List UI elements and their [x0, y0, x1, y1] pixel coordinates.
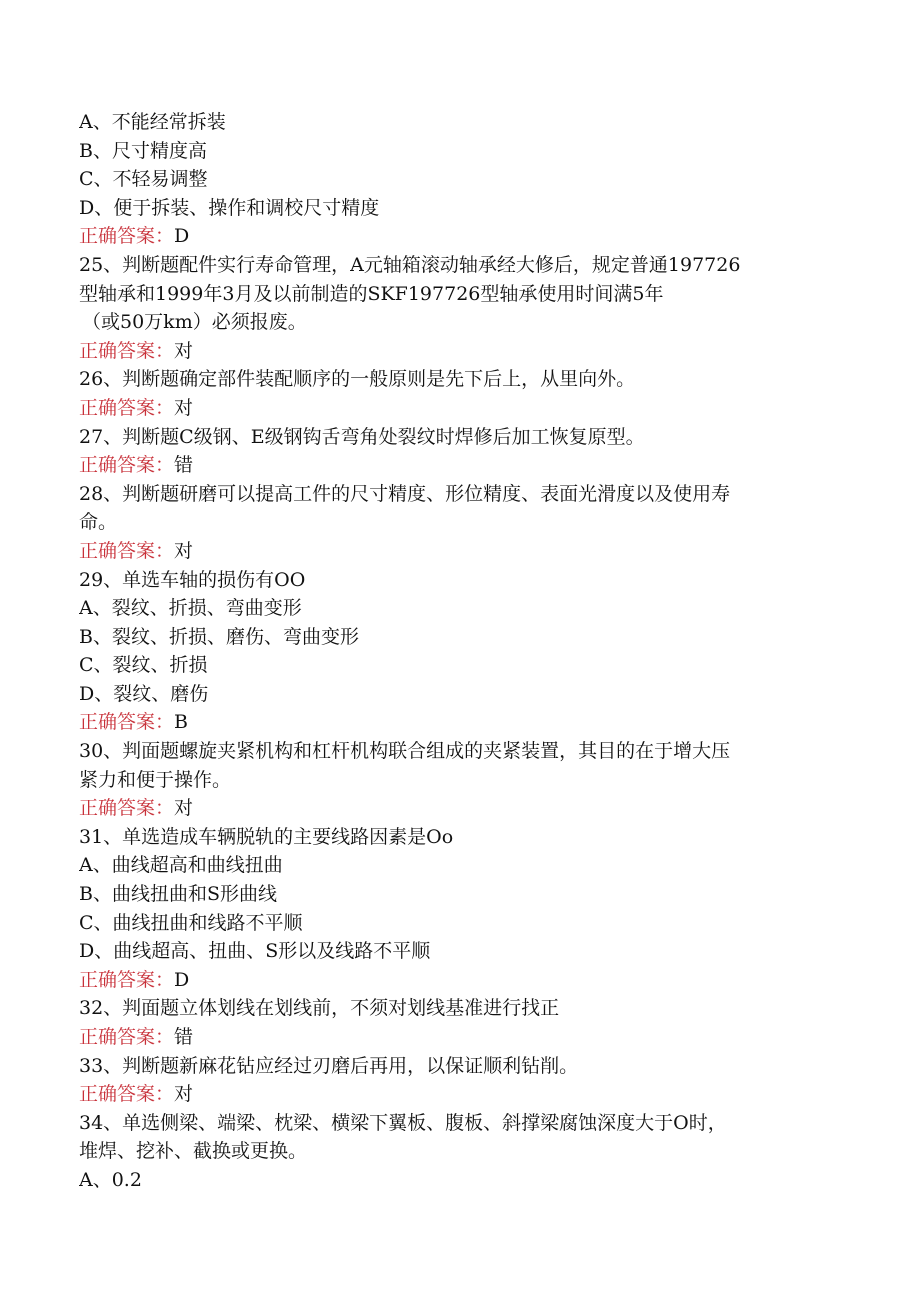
question-line: 27、判断题C级钢、E级钢钩舌弯角处裂纹时焊修后加工恢复原型。 — [79, 425, 645, 448]
question-line: 25、判断题配件实行寿命管理，A元轴箱滚动轴承经大修后，规定普通197726 — [79, 253, 741, 276]
option-line: C、裂纹、折损 — [79, 654, 208, 677]
option-line: D、裂纹、磨伤 — [79, 682, 209, 705]
option-line: A、曲线超高和曲线扭曲 — [79, 854, 283, 877]
answer-label: 正确答案： — [79, 225, 175, 248]
answer-value: D — [174, 968, 190, 991]
question-line: 33、判断题新麻花钻应经过刃磨后再用，以保证顺利钻削。 — [79, 1054, 579, 1077]
answer-label: 正确答案： — [79, 539, 175, 562]
question-line: 30、判面题螺旋夹紧机构和杠杆机构联合组成的夹紧装置，其目的在于增大压 — [79, 740, 731, 763]
option-line: C、不轻易调整 — [79, 168, 208, 191]
question-line: 34、单选侧梁、端梁、枕梁、横梁下翼板、腹板、斜撑梁腐蚀深度大于O时， — [79, 1111, 727, 1134]
option-line: B、裂纹、折损、磨伤、弯曲变形 — [79, 625, 359, 648]
answer-value: B — [174, 711, 188, 734]
answer-label: 正确答案： — [79, 968, 175, 991]
answer-value: D — [174, 225, 190, 248]
option-line: A、裂纹、折损、弯曲变形 — [79, 597, 302, 620]
answer-label: 正确答案： — [79, 396, 175, 419]
answer-label: 正确答案： — [79, 1026, 175, 1048]
option-line: A、不能经常拆装 — [79, 111, 226, 133]
answer-line — [79, 337, 828, 366]
answer-line — [79, 966, 828, 995]
option-line: B、尺寸精度高 — [79, 139, 207, 162]
answer-line — [79, 222, 828, 251]
answer-line — [79, 394, 828, 423]
question-line: 26、判断题确定部件装配顺序的一般原则是先下后上，从里向外。 — [79, 368, 636, 391]
option-line: C、曲线扭曲和线路不平顺 — [79, 911, 303, 934]
answer-line — [79, 794, 828, 823]
answer-line — [79, 537, 828, 566]
option-line: D、便于拆装、操作和调校尺寸精度 — [79, 196, 380, 219]
option-line: B、曲线扭曲和S形曲线 — [79, 883, 277, 906]
question-line: 堆焊、挖补、截换或更换。 — [79, 1140, 308, 1163]
answer-label: 正确答案： — [79, 454, 175, 477]
question-line: 32、判面题立体划线在划线前，不须对划线基准进行找正 — [79, 997, 560, 1020]
option-line: A、0.2 — [79, 1168, 142, 1191]
question-line: 紧力和便于操作。 — [79, 768, 232, 791]
option-line: D、曲线超高、扭曲、S形以及线路不平顺 — [79, 940, 431, 963]
answer-label: 正确答案： — [79, 339, 175, 362]
answer-value: 对 — [174, 396, 194, 419]
answer-label: 正确答案： — [79, 1083, 175, 1106]
answer-value: 对 — [174, 797, 194, 820]
answer-line — [79, 1023, 828, 1052]
answer-line — [79, 1080, 828, 1109]
answer-label: 正确答案： — [79, 711, 175, 734]
question-line: 28、判断题研磨可以提高工件的尺寸精度、形位精度、表面光滑度以及使用寿 — [79, 482, 731, 505]
answer-value: 对 — [174, 339, 194, 362]
answer-value: 错 — [174, 454, 194, 477]
question-line: 型轴承和1999年3月及以前制造的SKF197726型轴承使用时间满5年 — [79, 282, 664, 305]
question-list — [79, 108, 828, 1195]
answer-value: 对 — [174, 539, 194, 562]
answer-label: 正确答案： — [79, 797, 175, 820]
question-line: 31、单选造成车辆脱轨的主要线路因素是Oo — [79, 825, 454, 848]
answer-line — [79, 708, 828, 737]
question-line: 29、单选车轴的损伤有OO — [79, 568, 306, 591]
answer-line — [79, 451, 828, 480]
question-line: （或50万km）必须报废。 — [82, 311, 307, 334]
question-line: 命。 — [79, 511, 118, 534]
answer-value: 错 — [174, 1026, 194, 1048]
answer-value: 对 — [174, 1083, 194, 1106]
